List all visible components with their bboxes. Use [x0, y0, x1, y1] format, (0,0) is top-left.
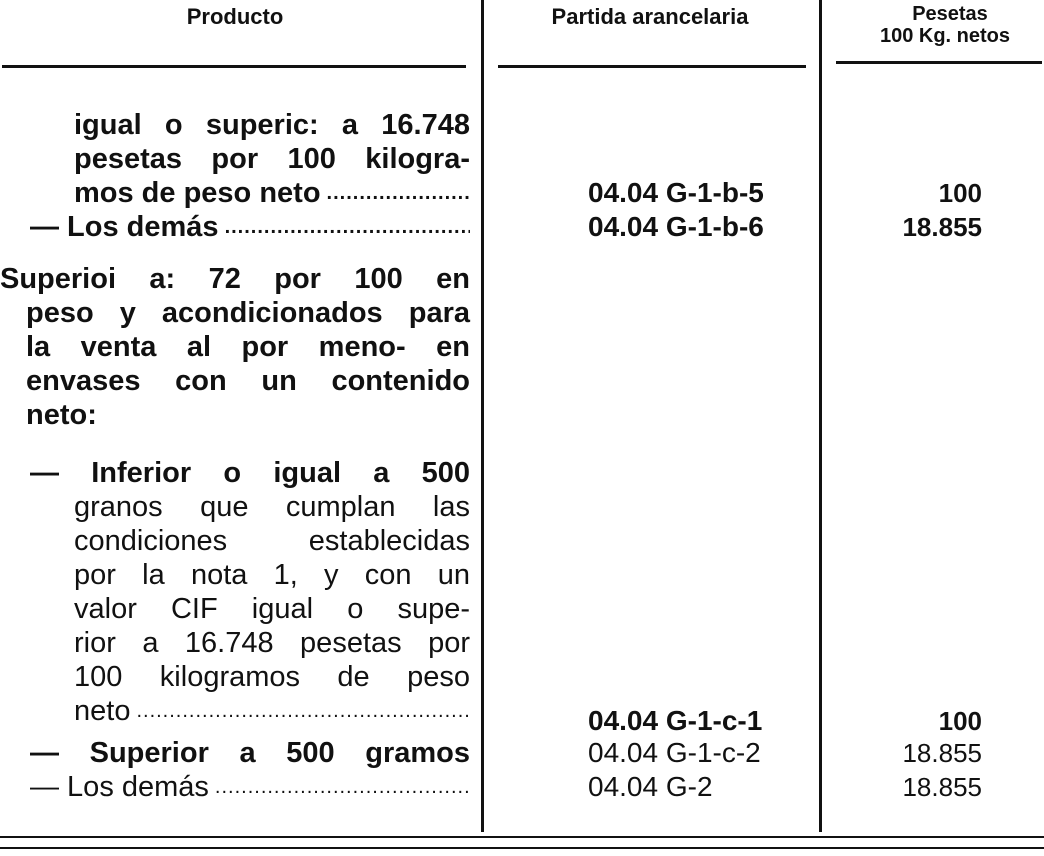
- block3-line-1: — Inferior o igual a 500: [30, 457, 470, 489]
- block3-line-4: por la nota 1, y con un: [74, 559, 470, 591]
- block3-line-6: rior a 16.748 pesetas por: [74, 627, 470, 659]
- block3-line-3: condiciones establecidas: [74, 525, 470, 557]
- row-los-demas-2-label: — Los demás: [30, 771, 209, 803]
- block1-line-2: pesetas por 100 kilogra-: [74, 143, 470, 175]
- row-los-demas-1: [30, 210, 470, 244]
- header-product: Producto: [186, 4, 284, 29]
- block1-line-3: [74, 176, 470, 210]
- block3-line-8-label: neto: [74, 695, 131, 727]
- row-los-demas-2: [30, 770, 470, 804]
- block1-text: [74, 108, 470, 210]
- column-divider-1: [481, 0, 484, 832]
- row-superior-500-value: 18.855: [902, 738, 982, 768]
- row-los-demas-2-value: 18.855: [902, 772, 982, 802]
- block2-line-3: la venta al por meno- en: [26, 331, 470, 363]
- bottom-rule-2: [0, 847, 1044, 849]
- block1-line-3-label: mos de peso neto: [74, 177, 321, 209]
- block2-line-5: neto:: [26, 399, 97, 431]
- row-los-demas-1-label: — Los demás: [30, 211, 219, 243]
- row-los-demas-2-code: 04.04 G-2: [588, 771, 713, 802]
- block3-line-2: granos que cumplan las: [74, 491, 470, 523]
- block3-text: [30, 456, 470, 728]
- block1-line-1: igual o superic: a 16.748: [74, 109, 470, 141]
- header-pesetas-line2: 100 Kg. netos: [879, 25, 1011, 47]
- column-divider-2: [819, 0, 822, 832]
- block3-code: 04.04 G-1-c-1: [588, 705, 763, 736]
- row-superior-500: [30, 736, 470, 770]
- header-pesetas-line1: Pesetas: [912, 3, 988, 25]
- block3-line-8: [74, 694, 470, 728]
- leader-dots: [219, 210, 470, 244]
- row-los-demas-1-code: 04.04 G-1-b-6: [588, 211, 764, 242]
- block1-code: 04.04 G-1-b-5: [588, 177, 764, 208]
- leader-dots: [321, 176, 470, 210]
- bottom-rule-1: [0, 836, 1044, 838]
- row-superior-500-code: 04.04 G-1-c-2: [588, 737, 761, 768]
- row-los-demas-1-value: 18.855: [902, 212, 982, 242]
- block2-line-1: Superioi a: 72 por 100 en: [0, 263, 470, 295]
- leader-dots: [209, 770, 470, 804]
- block2-line-4: envases con un contenido: [26, 365, 470, 397]
- block3-line-5: valor CIF igual o supe-: [74, 593, 470, 625]
- leader-dots: [130, 694, 470, 728]
- header-rule-tariff: [498, 65, 806, 68]
- block3-line-7: 100 kilogramos de peso: [74, 661, 470, 693]
- header-tariff: Partida arancelaria: [551, 4, 749, 29]
- block2-line-2: peso y acondicionados para: [26, 297, 470, 329]
- block3-value: 100: [938, 706, 982, 736]
- header-rule-product: [2, 65, 466, 68]
- block1-value: 100: [938, 178, 982, 208]
- header-rule-pesetas: [836, 61, 1042, 64]
- row-superior-500-label: — Superior a 500 gramos: [30, 737, 470, 769]
- block2-text: [0, 262, 470, 432]
